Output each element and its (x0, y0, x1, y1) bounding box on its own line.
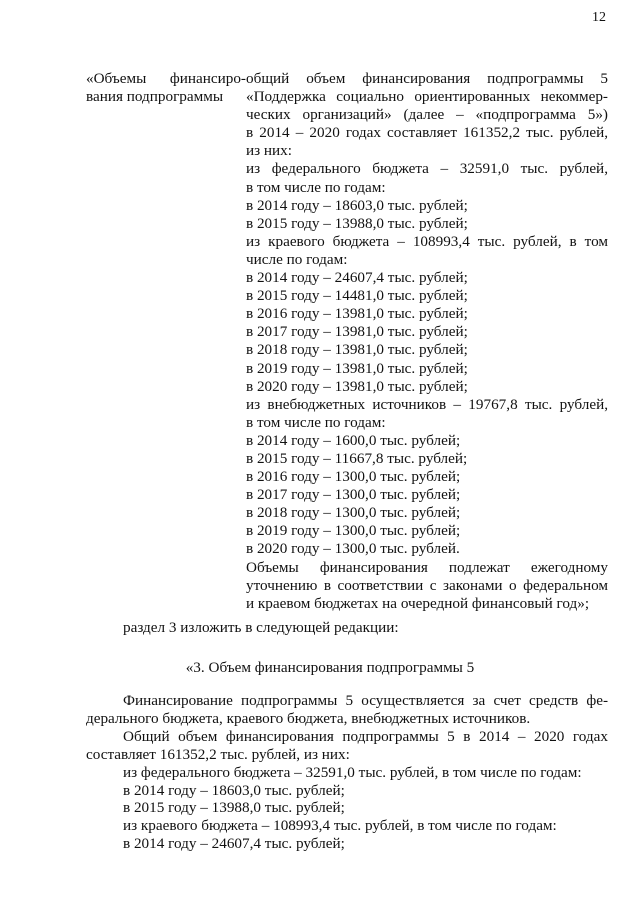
passport-line: в 2015 году – 13988,0 тыс. рублей; (246, 214, 468, 232)
passport-line: в 2018 году – 13981,0 тыс. рублей; (246, 341, 468, 359)
passport-line: и краевом бюджетах на очередной финансовый год»; (246, 594, 590, 612)
passport-line: числе по годам: (246, 250, 348, 268)
passport-line: в 2014 – 2020 годах составляет 161352,2 тыс. рублей, (246, 124, 608, 142)
passport-line: в 2017 году – 1300,0 тыс. рублей; (246, 486, 461, 504)
passport-line: «Поддержка социально ориентированных некоммер- (246, 88, 608, 106)
passport-line: в 2020 году – 13981,0 тыс. рублей; (246, 377, 468, 395)
passport-line: общий объем финансирования подпрограммы 5 (246, 70, 608, 87)
paragraph-line: Финансирование подпрограммы 5 осуществляется за счет средств фе- (123, 692, 608, 709)
passport-line: в 2014 году – 24607,4 тыс. рублей; (246, 269, 468, 287)
passport-line: из федерального бюджета – 32591,0 тыс. рублей, (246, 160, 608, 178)
passport-line: в 2020 году – 1300,0 тыс. рублей. (246, 540, 460, 558)
paragraph-line: дерального бюджета, краевого бюджета, внебюджетных источников. (86, 709, 531, 727)
passport-label-line: «Объемы финансиро- (86, 70, 246, 87)
page-number: 12 (592, 10, 606, 25)
paragraph-line: из федерального бюджета – 32591,0 тыс. рублей, в том числе по годам: (123, 763, 582, 781)
passport-line: в 2015 году – 11667,8 тыс. рублей; (246, 449, 468, 467)
paragraph-line: Общий объем финансирования подпрограммы 5 в 2014 – 2020 годах (123, 727, 608, 745)
passport-line: в том числе по годам: (246, 178, 386, 196)
passport-line: в 2014 году – 18603,0 тыс. рублей; (246, 196, 468, 214)
paragraph-line: из краевого бюджета – 108993,4 тыс. рублей, в том числе по годам: (123, 817, 557, 835)
passport-line: в 2017 году – 13981,0 тыс. рублей; (246, 323, 468, 341)
passport-line: в том числе по годам: (246, 413, 386, 431)
passport-line: Объемы финансирования подлежат ежегодному (246, 558, 608, 576)
passport-line: в 2016 году – 13981,0 тыс. рублей; (246, 305, 468, 323)
section-body (86, 692, 608, 853)
passport-label-line: вания подпрограммы (86, 88, 224, 105)
passport-line: из краевого бюджета – 108993,4 тыс. рублей, в том (246, 232, 608, 250)
passport-line: в 2019 году – 13981,0 тыс. рублей; (246, 359, 468, 377)
passport-label (86, 70, 246, 613)
passport-line: ческих организаций» (далее – «подпрограмма 5») (246, 106, 608, 124)
instruction-text: раздел 3 изложить в следующей редакции: (123, 619, 399, 636)
passport-line: в 2019 году – 1300,0 тыс. рублей; (246, 522, 461, 540)
passport-line: в 2018 году – 1300,0 тыс. рублей; (246, 504, 461, 522)
passport-line: из внебюджетных источников – 19767,8 тыс. рублей, (246, 395, 608, 413)
paragraph-line: в 2014 году – 18603,0 тыс. рублей; (123, 781, 345, 799)
passport-line: в 2016 году – 1300,0 тыс. рублей; (246, 468, 461, 486)
passport-line: из них: (246, 142, 292, 160)
passport-line: в 2015 году – 14481,0 тыс. рублей; (246, 287, 468, 305)
paragraph-line: в 2014 году – 24607,4 тыс. рублей; (123, 835, 345, 853)
section-title: «3. Объем финансирования подпрограммы 5 (185, 659, 475, 676)
passport-content (246, 70, 608, 613)
passport-line: в 2014 году – 1600,0 тыс. рублей; (246, 431, 461, 449)
passport-line: уточнению в соответствии с законами о федеральном (246, 576, 608, 594)
paragraph-line: составляет 161352,2 тыс. рублей, из них: (86, 745, 350, 763)
paragraph-line: в 2015 году – 13988,0 тыс. рублей; (123, 799, 345, 817)
passport-row-funding (86, 70, 608, 613)
